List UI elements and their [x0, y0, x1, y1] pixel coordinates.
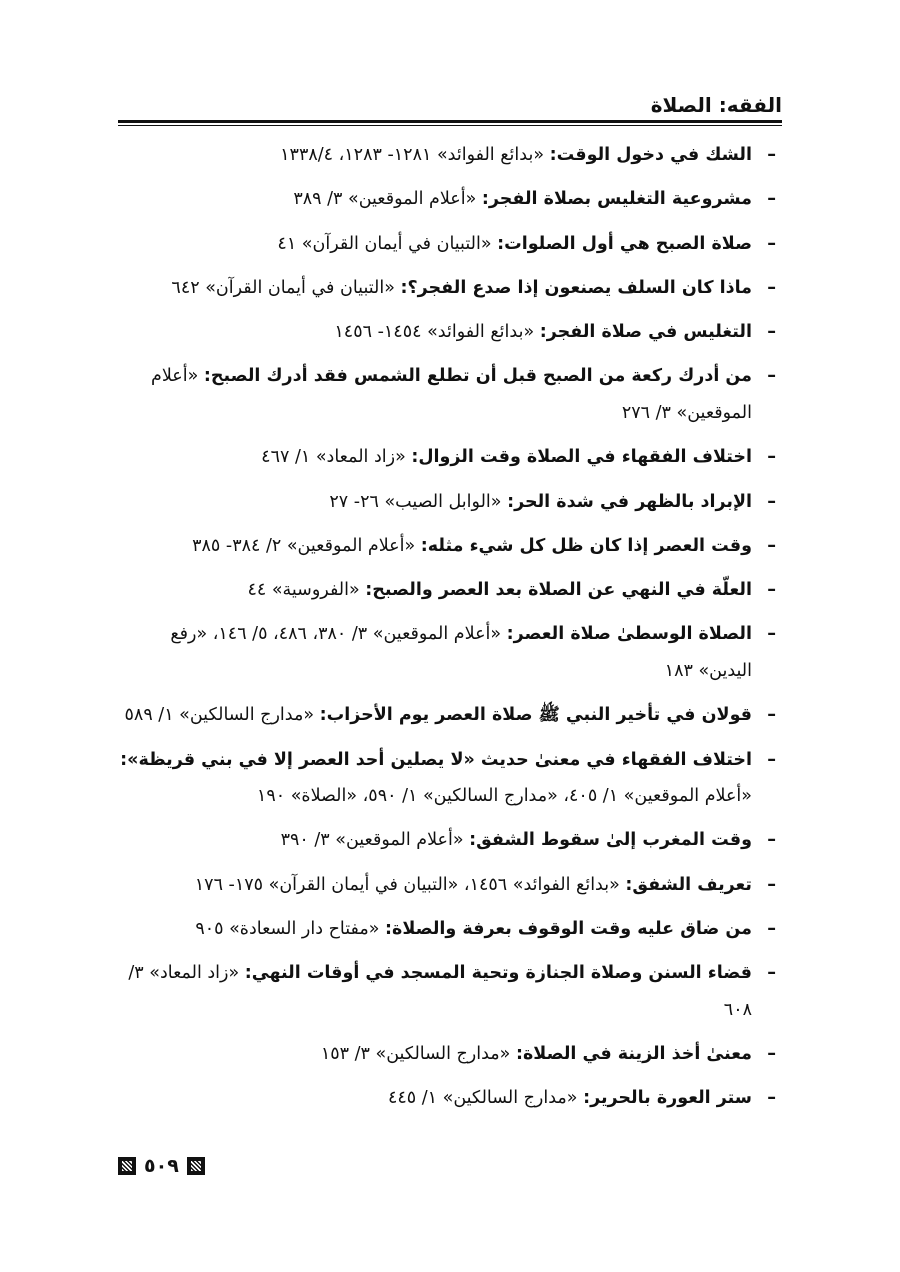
ornament-left-icon — [118, 1157, 136, 1175]
dash-bullet-icon: – — [767, 624, 776, 645]
dash-bullet-icon: – — [767, 491, 776, 512]
entry-topic: الشك في دخول الوقت: — [549, 145, 752, 165]
entry-reference: «مفتاح دار السعادة» ٩٠٥ — [195, 918, 380, 939]
dash-bullet-icon: – — [767, 535, 776, 556]
entry-reference: «زاد المعاد» ٣/ ٦٠٨ — [128, 963, 752, 1020]
entry-topic: اختلاف الفقهاء في الصلاة وقت الزوال: — [411, 447, 752, 468]
entry-topic: الإبراد بالظهر في شدة الحر: — [507, 491, 752, 512]
entry-reference: «الوابل الصيب» ٢٦- ٢٧ — [329, 491, 502, 512]
entry-item — [118, 137, 782, 174]
entry-reference: «التبيان في أيمان القرآن» ٤١ — [277, 233, 492, 254]
page-footer — [118, 1155, 205, 1177]
entry-reference: «مدارج السالكين» ١/ ٤٤٥ — [387, 1088, 578, 1109]
dash-bullet-icon: – — [767, 1044, 776, 1065]
entry-topic: صلاة الصبح هي أول الصلوات: — [497, 233, 752, 254]
dash-bullet-icon: – — [767, 918, 776, 939]
entry-item — [118, 484, 782, 521]
entry-item — [118, 742, 782, 815]
entry-topic: قولان في تأخير النبي ﷺ صلاة العصر يوم الأحزاب: — [319, 705, 752, 726]
entry-item — [118, 1036, 782, 1073]
entry-topic: قضاء السنن وصلاة الجنازة وتحية المسجد في أوقات النهي: — [244, 963, 752, 984]
dash-bullet-icon: – — [767, 277, 776, 298]
entry-reference: «أعلام الموقعين» ٣/ ٣٨٩ — [293, 189, 477, 210]
entry-reference: «بدائع الفوائد» ١٤٥٤- ١٤٥٦ — [334, 322, 535, 343]
dash-bullet-icon: – — [767, 447, 776, 468]
entry-item — [118, 572, 782, 609]
entry-topic: الصلاة الوسطىٰ صلاة العصر: — [506, 624, 752, 645]
entry-item — [118, 697, 782, 734]
dash-bullet-icon: – — [767, 322, 776, 343]
dash-bullet-icon: – — [767, 705, 776, 726]
dash-bullet-icon: – — [767, 189, 776, 210]
entry-reference: «أعلام الموقعين» ٣/ ٣٨٠، ٤٨٦، ٥/ ١٤٦، «رفع اليدين» ١٨٣ — [170, 624, 752, 681]
entry-item — [118, 358, 782, 431]
entry-item — [118, 955, 782, 1028]
header-rule-thick — [118, 120, 782, 123]
entry-reference: «بدائع الفوائد» ١٤٥٦، «التبيان في أيمان القرآن» ١٧٥- ١٧٦ — [194, 874, 620, 895]
header-rule-thin — [118, 125, 782, 126]
dash-bullet-icon: – — [767, 874, 776, 895]
running-header: الفقه: الصلاة — [650, 93, 782, 117]
entry-item — [118, 867, 782, 904]
entry-topic: وقت المغرب إلىٰ سقوط الشفق: — [469, 830, 752, 851]
entry-topic: التغليس في صلاة الفجر: — [539, 322, 752, 343]
dash-bullet-icon: – — [767, 963, 776, 984]
dash-bullet-icon: – — [767, 145, 776, 165]
entry-item — [118, 439, 782, 476]
entry-reference: «التبيان في أيمان القرآن» ٦٤٢ — [171, 277, 395, 298]
entry-item — [118, 822, 782, 859]
dash-bullet-icon: – — [767, 233, 776, 254]
ornament-right-icon — [187, 1157, 205, 1175]
entry-topic: ستر العورة بالحرير: — [583, 1088, 752, 1109]
entry-list — [118, 137, 782, 1125]
entry-item — [118, 226, 782, 263]
entry-topic: معنىٰ أخذ الزينة في الصلاة: — [515, 1044, 752, 1065]
entry-item — [118, 616, 782, 689]
dash-bullet-icon: – — [767, 1088, 776, 1109]
entry-topic: من أدرك ركعة من الصبح قبل أن تطلع الشمس فقد أدرك الصبح: — [203, 366, 752, 387]
entry-reference: «أعلام الموقعين» ٣/ ٣٩٠ — [280, 830, 464, 851]
entry-reference: «أعلام الموقعين» ٢/ ٣٨٤- ٣٨٥ — [192, 535, 416, 556]
entry-reference: «مدارج السالكين» ١/ ٥٨٩ — [124, 705, 315, 726]
entry-item — [118, 1080, 782, 1117]
entry-item — [118, 528, 782, 565]
entry-reference: «بدائع الفوائد» ١٢٨١- ١٢٨٣، ١٣٣٨/٤ — [280, 145, 545, 165]
page-number: ٥٠٩ — [144, 1155, 179, 1177]
dash-bullet-icon: – — [767, 580, 776, 601]
entry-topic: اختلاف الفقهاء في معنىٰ حديث «لا يصلين أحد العصر إلا في بني قريظة»: — [120, 749, 752, 770]
dash-bullet-icon: – — [767, 749, 776, 770]
entry-reference: «زاد المعاد» ١/ ٤٦٧ — [261, 447, 406, 468]
dash-bullet-icon: – — [767, 830, 776, 851]
entry-topic: ماذا كان السلف يصنعون إذا صدع الفجر؟: — [400, 277, 752, 298]
entry-item — [118, 911, 782, 948]
entry-item — [118, 270, 782, 307]
entry-reference: «أعلام الموقعين» ٣/ ٢٧٦ — [150, 366, 752, 423]
dash-bullet-icon: – — [767, 366, 776, 387]
entry-topic: مشروعية التغليس بصلاة الفجر: — [481, 189, 752, 210]
entry-topic: من ضاق عليه وقت الوقوف بعرفة والصلاة: — [385, 918, 752, 939]
entry-topic: العلّة في النهي عن الصلاة بعد العصر والصبح: — [365, 580, 752, 601]
entry-reference: «الفروسية» ٤٤ — [247, 580, 360, 601]
entry-item — [118, 314, 782, 351]
entry-topic: تعريف الشفق: — [625, 874, 752, 895]
entry-topic: وقت العصر إذا كان ظل كل شيء مثله: — [420, 535, 752, 556]
entry-item — [118, 181, 782, 218]
entry-reference: «أعلام الموقعين» ١/ ٤٠٥، «مدارج السالكين» ١/ ٥٩٠، «الصلاة» ١٩٠ — [256, 786, 752, 807]
entry-reference: «مدارج السالكين» ٣/ ١٥٣ — [320, 1044, 511, 1065]
